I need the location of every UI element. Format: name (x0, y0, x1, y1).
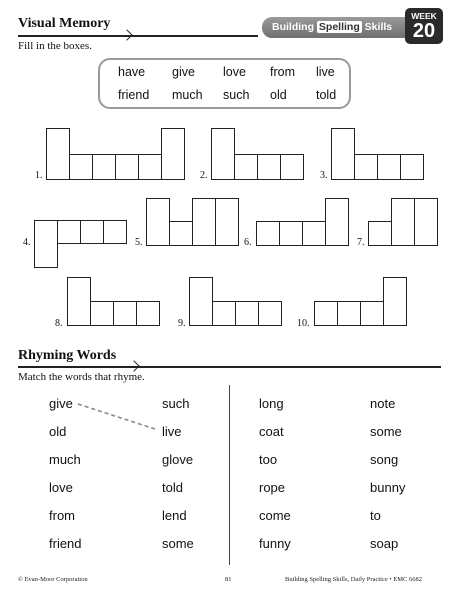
rhyme-word[interactable]: lend (162, 508, 187, 523)
shape-number: 1. (35, 170, 43, 181)
word-bank-item: friend (118, 88, 150, 102)
rhyme-word[interactable]: long (259, 396, 284, 411)
tall-letter-box[interactable] (146, 198, 170, 246)
rhyming-underline (18, 366, 441, 368)
short-letter-box[interactable] (212, 301, 236, 326)
short-letter-box[interactable] (258, 301, 282, 326)
short-letter-box[interactable] (256, 221, 280, 246)
short-letter-box[interactable] (92, 154, 116, 180)
rhyming-title: Rhyming Words (18, 348, 117, 363)
footer-book-info: Building Spelling Skills, Daily Practice • EMC 6682 (285, 576, 422, 583)
short-letter-box[interactable] (113, 301, 137, 326)
shape-number: 9. (178, 318, 186, 329)
shape-number: 7. (357, 237, 365, 248)
book-banner: Building Spelling Skills (262, 17, 412, 38)
rhyme-word[interactable]: come (259, 508, 291, 523)
shape-number: 3. (320, 170, 328, 181)
rhyme-word[interactable]: too (259, 452, 278, 467)
descender-letter-box[interactable] (34, 220, 58, 268)
short-letter-box[interactable] (80, 220, 104, 244)
word-bank-item: give (172, 65, 195, 79)
rhyme-word[interactable]: funny (259, 536, 291, 551)
word-bank-item: live (316, 65, 335, 79)
footer-copyright: © Evan-Moor Corporation (18, 576, 88, 583)
tall-letter-box[interactable] (189, 277, 213, 326)
rhyme-word[interactable]: such (162, 396, 190, 411)
short-letter-box[interactable] (279, 221, 303, 246)
short-letter-box[interactable] (234, 154, 258, 180)
shape-number: 2. (200, 170, 208, 181)
rhyme-word[interactable]: from (49, 508, 75, 523)
short-letter-box[interactable] (377, 154, 401, 180)
shape-number: 5. (135, 237, 143, 248)
arrow-icon (128, 360, 139, 371)
short-letter-box[interactable] (302, 221, 326, 246)
tall-letter-box[interactable] (211, 128, 235, 180)
rhyme-word[interactable]: give (49, 396, 73, 411)
word-bank-item: old (270, 88, 287, 102)
week-number: 20 (412, 20, 436, 42)
short-letter-box[interactable] (354, 154, 378, 180)
word-bank-item: from (270, 65, 295, 79)
tall-letter-box[interactable] (325, 198, 349, 246)
word-bank-item: love (223, 65, 246, 79)
shape-number: 4. (23, 237, 31, 248)
rhyme-word[interactable]: bunny (370, 480, 406, 495)
rhyme-word[interactable]: soap (370, 536, 399, 551)
short-letter-box[interactable] (103, 220, 127, 244)
short-letter-box[interactable] (400, 154, 424, 180)
short-letter-box[interactable] (115, 154, 139, 180)
short-letter-box[interactable] (90, 301, 114, 326)
short-letter-box[interactable] (136, 301, 160, 326)
rhyme-word[interactable]: rope (259, 480, 286, 495)
week-badge (405, 8, 443, 44)
word-bank-item: told (316, 88, 337, 102)
tall-letter-box[interactable] (391, 198, 415, 246)
rhyme-word[interactable]: note (370, 396, 396, 411)
page-title: Visual Memory (18, 16, 111, 31)
page-number: 81 (225, 576, 232, 583)
rhyme-word[interactable]: old (49, 424, 67, 439)
short-letter-box[interactable] (57, 220, 81, 244)
rhyme-word[interactable]: told (162, 480, 183, 495)
rhyme-word[interactable]: live (162, 424, 182, 439)
shape-number: 8. (55, 318, 63, 329)
word-bank-item: such (223, 88, 250, 102)
rhyme-word[interactable]: coat (259, 424, 284, 439)
short-letter-box[interactable] (169, 221, 193, 246)
rhyme-word[interactable]: to (370, 508, 381, 523)
short-letter-box[interactable] (337, 301, 361, 326)
short-letter-box[interactable] (280, 154, 304, 180)
rhyme-word[interactable]: some (370, 424, 402, 439)
word-bank-item: much (172, 88, 203, 102)
short-letter-box[interactable] (235, 301, 259, 326)
week-label: WEEK (411, 11, 437, 21)
tall-letter-box[interactable] (161, 128, 185, 180)
tall-letter-box[interactable] (67, 277, 91, 326)
short-letter-box[interactable] (138, 154, 162, 180)
tall-letter-box[interactable] (383, 277, 407, 326)
tall-letter-box[interactable] (215, 198, 239, 246)
rhyme-word[interactable]: some (162, 536, 194, 551)
tall-letter-box[interactable] (331, 128, 355, 180)
short-letter-box[interactable] (69, 154, 93, 180)
short-letter-box[interactable] (360, 301, 384, 326)
column-divider (229, 385, 230, 565)
example-match-line (70, 398, 165, 438)
short-letter-box[interactable] (314, 301, 338, 326)
arrow-icon (121, 29, 132, 40)
word-bank-item: have (118, 65, 146, 79)
tall-letter-box[interactable] (414, 198, 438, 246)
shape-number: 6. (244, 237, 252, 248)
banner-highlight: Spelling (318, 21, 360, 33)
tall-letter-box[interactable] (192, 198, 216, 246)
shape-number: 10. (297, 318, 310, 329)
visual-memory-instruction: Fill in the boxes. (18, 40, 92, 52)
rhyming-instruction: Match the words that rhyme. (18, 371, 145, 383)
rhyme-word[interactable]: love (49, 480, 73, 495)
rhyme-word[interactable]: friend (49, 536, 82, 551)
tall-letter-box[interactable] (46, 128, 70, 180)
rhyme-word[interactable]: much (49, 452, 81, 467)
rhyme-word[interactable]: song (370, 452, 399, 467)
title-underline (18, 35, 258, 37)
short-letter-box[interactable] (368, 221, 392, 246)
short-letter-box[interactable] (257, 154, 281, 180)
rhyme-word[interactable]: glove (162, 452, 194, 467)
